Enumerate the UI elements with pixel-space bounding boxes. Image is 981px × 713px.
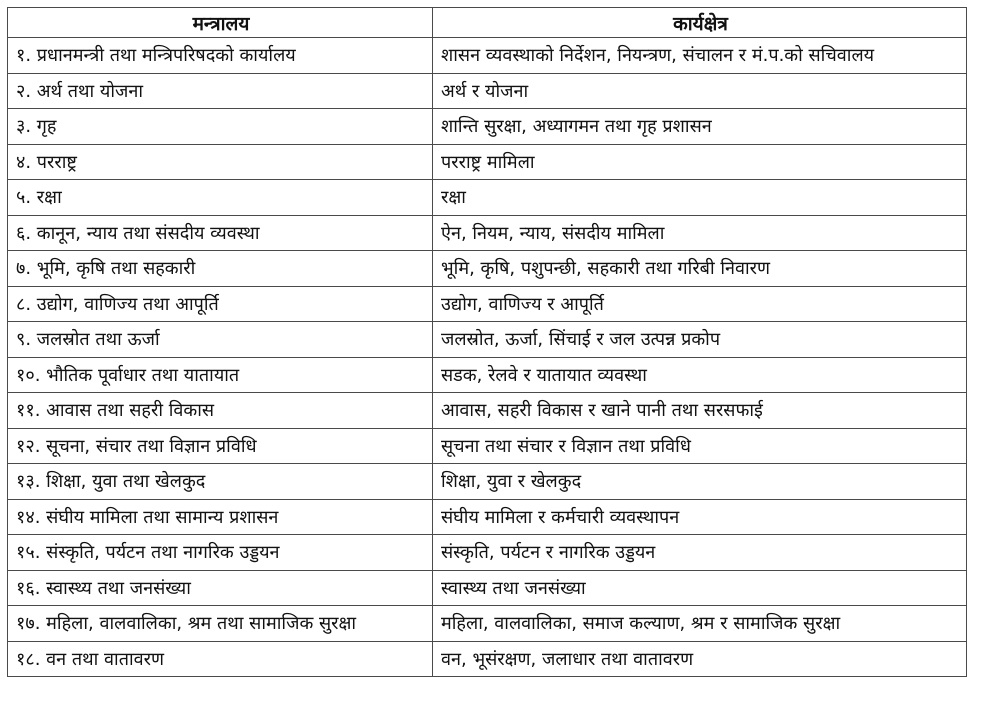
ministry-cell: १४. संघीय मामिला तथा सामान्य प्रशासन [8,499,433,535]
jurisdiction-cell: परराष्ट्र मामिला [433,144,967,180]
table-row [8,286,967,322]
ministry-cell: १६. स्वास्थ्य तथा जनसंख्या [8,570,433,606]
jurisdiction-cell: भूमि, कृषि, पशुपन्छी, सहकारी तथा गरिबी निवारण [433,251,967,287]
table-row [8,641,967,677]
table-row [8,357,967,393]
header-ministry: मन्त्रालय [8,8,433,38]
table-row [8,322,967,358]
jurisdiction-cell: आवास, सहरी विकास र खाने पानी तथा सरसफाई [433,393,967,429]
table-row [8,251,967,287]
ministry-cell: ५. रक्षा [8,180,433,216]
ministry-cell: ३. गृह [8,109,433,145]
table-row [8,464,967,500]
ministry-cell: ८. उद्योग, वाणिज्य तथा आपूर्ति [8,286,433,322]
jurisdiction-cell: संघीय मामिला र कर्मचारी व्यवस्थापन [433,499,967,535]
ministry-cell: ९. जलस्रोत तथा ऊर्जा [8,322,433,358]
jurisdiction-cell: सूचना तथा संचार र विज्ञान तथा प्रविधि [433,428,967,464]
jurisdiction-cell: संस्कृति, पर्यटन र नागरिक उड्डयन [433,535,967,571]
ministry-cell: १८. वन तथा वातावरण [8,641,433,677]
jurisdiction-cell: रक्षा [433,180,967,216]
jurisdiction-cell: सडक, रेलवे र यातायात व्यवस्था [433,357,967,393]
jurisdiction-cell: महिला, वालवालिका, समाज कल्याण, श्रम र सामाजिक सुरक्षा [433,606,967,642]
table-row [8,393,967,429]
table-row [8,499,967,535]
jurisdiction-cell: ऐन, नियम, न्याय, संसदीय मामिला [433,215,967,251]
jurisdiction-cell: वन, भूसंरक्षण, जलाधार तथा वातावरण [433,641,967,677]
ministry-cell: १०. भौतिक पूर्वाधार तथा यातायात [8,357,433,393]
ministry-cell: ६. कानून, न्याय तथा संसदीय व्यवस्था [8,215,433,251]
jurisdiction-cell: अर्थ र योजना [433,73,967,109]
table-row [8,109,967,145]
jurisdiction-cell: स्वास्थ्य तथा जनसंख्या [433,570,967,606]
ministry-cell: ४. परराष्ट्र [8,144,433,180]
ministry-cell: १३. शिक्षा, युवा तथा खेलकुद [8,464,433,500]
table-body [8,38,967,677]
ministry-cell: ११. आवास तथा सहरी विकास [8,393,433,429]
ministry-table [7,7,967,677]
jurisdiction-cell: शान्ति सुरक्षा, अध्यागमन तथा गृह प्रशासन [433,109,967,145]
table-row [8,180,967,216]
header-row [8,8,967,38]
jurisdiction-cell: शिक्षा, युवा र खेलकुद [433,464,967,500]
table-header [8,8,967,38]
ministry-cell: २. अर्थ तथा योजना [8,73,433,109]
table-row [8,570,967,606]
document-frame [7,7,966,701]
ministry-cell: १७. महिला, वालवालिका, श्रम तथा सामाजिक सुरक्षा [8,606,433,642]
jurisdiction-cell: उद्योग, वाणिज्य र आपूर्ति [433,286,967,322]
table-row [8,428,967,464]
table-row [8,535,967,571]
table-row [8,215,967,251]
table-row [8,73,967,109]
ministry-cell: १. प्रधानमन्त्री तथा मन्त्रिपरिषदको कार्यालय [8,38,433,74]
jurisdiction-cell: जलस्रोत, ऊर्जा, सिंचाई र जल उत्पन्न प्रकोप [433,322,967,358]
ministry-cell: १२. सूचना, संचार तथा विज्ञान प्रविधि [8,428,433,464]
jurisdiction-cell: शासन व्यवस्थाको निर्देशन, नियन्त्रण, संचालन र मं.प.को सचिवालय [433,38,967,74]
ministry-cell: ७. भूमि, कृषि तथा सहकारी [8,251,433,287]
table-row [8,606,967,642]
ministry-cell: १५. संस्कृति, पर्यटन तथा नागरिक उड्डयन [8,535,433,571]
header-jurisdiction: कार्यक्षेत्र [433,8,967,38]
table-row [8,38,967,74]
table-row [8,144,967,180]
